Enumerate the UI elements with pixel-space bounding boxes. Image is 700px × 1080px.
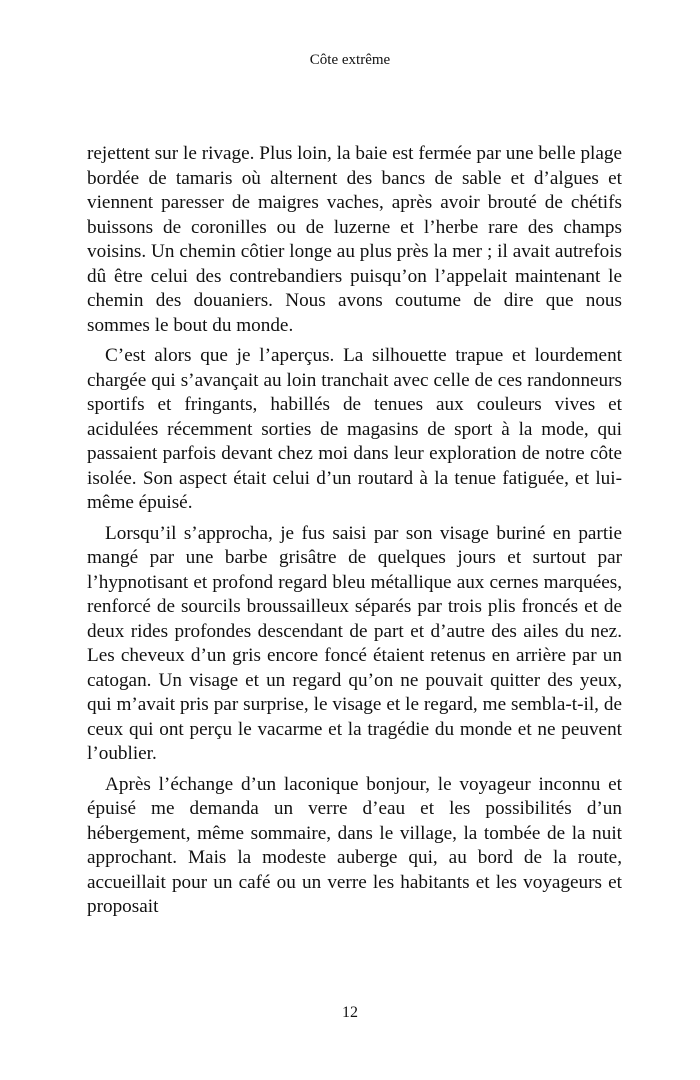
running-title: Côte extrême — [309, 52, 391, 68]
body-text — [87, 142, 622, 926]
paragraph: Lorsqu’il s’approcha, je fus saisi par son visage buriné en partie mangé par une barbe grisâtre de quelques jours et surtout par l’hypnotisant et profond regard bleu métallique aux cernes marquées, renforcé de sourcils broussailleux séparés par trois plis froncés et de deux rides profondes descendant de part et d’autre des ailes du nez. Les cheveux d’un gris encore foncé étaient retenus en arrière par un catogan. Un visage et un regard qu’on ne pouvait quitter des yeux, qui m’avait pris par surprise, le visage et le regard, me sembla-t-il, de ceux qui ont perçu le vacarme et la tragédie du monde et ne peuvent l’oublier. — [87, 522, 622, 764]
paragraph: C’est alors que je l’aperçus. La silhouette trapue et lourdement chargée qui s’avançait au loin tranchait avec celle de ces randonneurs sportifs et fringants, habillés de tenues aux couleurs vives et acidulées récemment sorties de magasins de sport à la mode, qui passaient parfois devant chez moi dans leur exploration de notre côte isolée. Son aspect était celui d’un routard à la tenue fatiguée, et lui-même épuisé. — [87, 345, 622, 513]
paragraph-continued: rejettent sur le rivage. Plus loin, la baie est fermée par une belle plage bordée de tamaris où alternent des bancs de sable et d’algues et viennent paresser de maigres vaches, après avoir brouté de chétifs buissons de coronilles ou de luzerne et l’herbe rare des champs voisins. Un chemin côtier longe au plus près la mer ; il avait autrefois dû être celui des contrebandiers puisqu’on l’appelait maintenant le chemin des douaniers. Nous avons coutume de dire que nous sommes le bout du monde. — [87, 143, 622, 336]
page-number: 12 — [342, 1004, 358, 1021]
paragraph-continues-next-page: Après l’échange d’un laconique bonjour, le voyageur inconnu et épuisé me demanda un verre d’eau et les possibilités d’un hébergement, même sommaire, dans le village, la tombée de la nuit approchant. Mais la modeste auberge qui, au bord de la route, accueillait pour un café ou un verre les habitants et les voyageurs et proposait — [87, 773, 622, 917]
